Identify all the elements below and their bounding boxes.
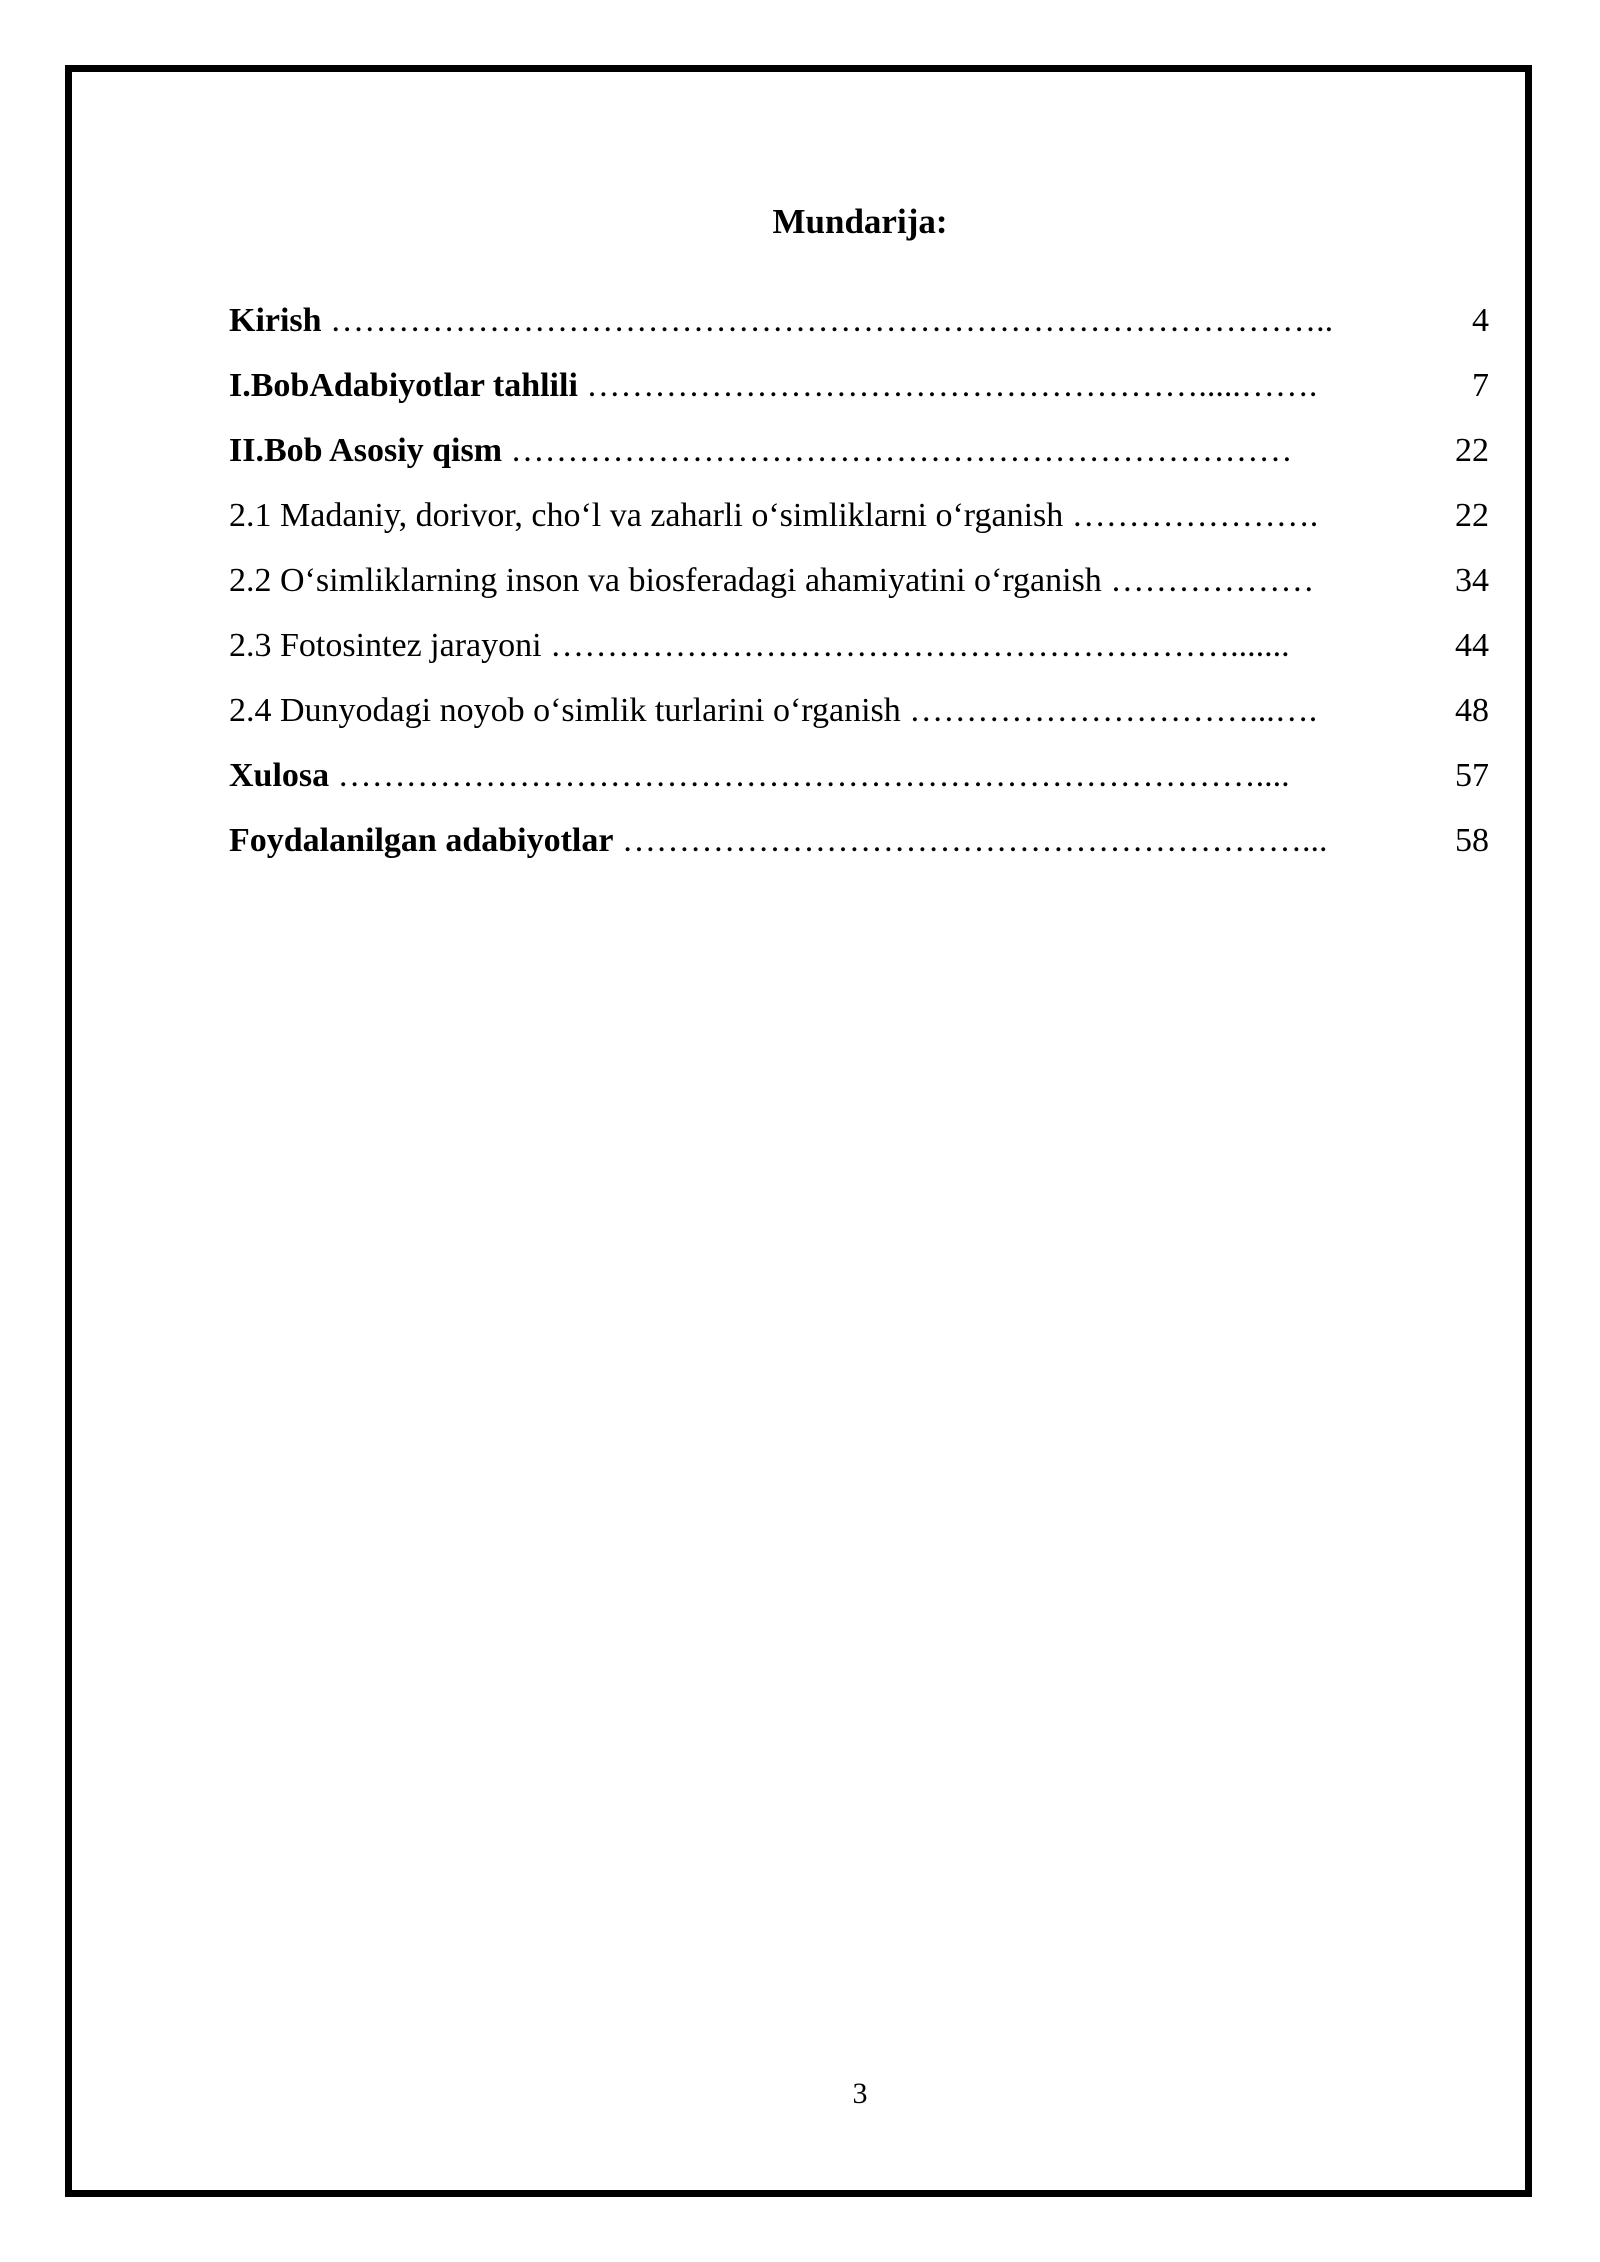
toc-entry-2-3[interactable] <box>229 622 1489 687</box>
toc-dot-leader: ……………… <box>1101 562 1315 599</box>
toc-dot-leader: ……………………………………………….....……. <box>577 367 1318 404</box>
toc-dot-leader: ……………………………………………………....... <box>541 627 1290 664</box>
toc-page-number: 34 <box>1455 562 1489 599</box>
toc-entry-title: II.Bob Asosiy qism <box>229 432 503 469</box>
toc-dot-leader: ……………………………………………………... <box>613 822 1328 859</box>
toc-entry-title: 2.4 Dunyodagi noyob o‘simlik turlarini o‘rganish <box>229 692 901 729</box>
page-number: 3 <box>852 2077 868 2110</box>
toc-dot-leader: ……………………………………………………………………….... <box>329 757 1290 794</box>
toc-entry-adabiyotlar-tahlili[interactable] <box>229 362 1489 427</box>
toc-entry-foydalanilgan-adabiyotlar[interactable] <box>229 817 1489 882</box>
toc-entry-2-2[interactable] <box>229 557 1489 622</box>
toc-page-number: 48 <box>1455 692 1489 729</box>
toc-entry-asosiy-qism[interactable] <box>229 427 1489 492</box>
toc-entry-title: 2.1 Madaniy, dorivor, cho‘l va zaharli o‘simliklarni o‘rganish <box>229 497 1064 534</box>
toc-page-number: 4 <box>1472 302 1489 339</box>
toc-page-number: 22 <box>1455 432 1489 469</box>
toc-entry-title: I.BobAdabiyotlar tahlili <box>229 367 578 404</box>
toc-entry-kirish[interactable] <box>229 297 1489 362</box>
toc-dot-leader: …………………………...…. <box>900 692 1318 729</box>
toc-entry-title: Xulosa <box>229 757 330 794</box>
toc-page-number: 57 <box>1455 757 1489 794</box>
page-title: Mundarija: <box>772 202 948 241</box>
toc-page-number: 22 <box>1455 497 1489 534</box>
table-of-contents <box>229 297 1489 882</box>
toc-dot-leader: …………………………………………………………… <box>502 432 1293 469</box>
toc-entry-xulosa[interactable] <box>229 752 1489 817</box>
toc-entry-2-4[interactable] <box>229 687 1489 752</box>
toc-page-number: 58 <box>1455 822 1489 859</box>
toc-entry-title: 2.2 O‘simliklarning inson va biosferadagi ahamiyatini o‘rganish <box>229 562 1102 599</box>
toc-entry-2-1[interactable] <box>229 492 1489 557</box>
toc-entry-title: Foydalanilgan adabiyotlar <box>229 822 614 859</box>
toc-entry-title: 2.3 Fotosintez jarayoni <box>229 627 542 664</box>
toc-page-number: 7 <box>1472 367 1489 404</box>
toc-entry-title: Kirish <box>229 302 322 339</box>
toc-page-number: 44 <box>1455 627 1489 664</box>
toc-dot-leader: …………………………………………………………………………….. <box>321 302 1334 339</box>
toc-dot-leader: …………………. <box>1063 497 1319 534</box>
